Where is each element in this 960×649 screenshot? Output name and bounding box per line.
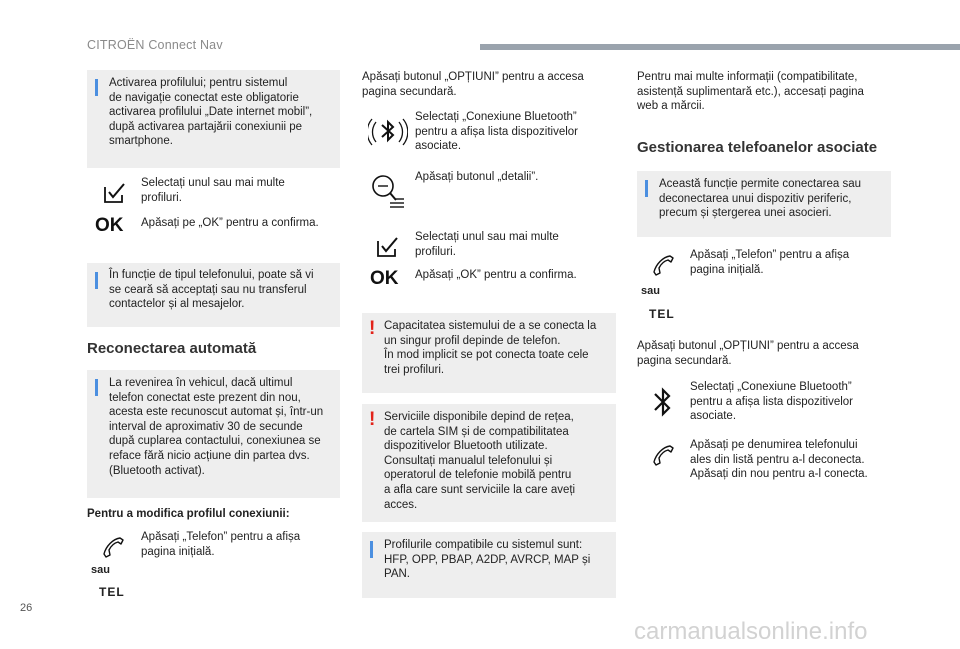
bluetooth-search-icon	[368, 112, 408, 152]
info-marker	[95, 379, 98, 396]
row-text: Apăsați „Telefon” pentru a afișa pagina inițială.	[690, 249, 850, 276]
manual-header-title: CITROËN Connect Nav	[87, 38, 223, 52]
row-details	[362, 170, 616, 216]
row-text: Selectați „Conexiune Bluetooth” pentru a afișa lista dispozitivelor asociate.	[690, 381, 853, 423]
row-select-profiles	[87, 176, 340, 212]
warning-icon: !	[369, 409, 376, 430]
info-note-text: Această funcție permite conectarea sau deconectarea unui dispozitiv periferic, precum și ștergerea unei asocieri.	[659, 178, 862, 220]
info-note-text: În funcție de tipul telefonului, poate să vi se ceară să acceptați sau nu transferul contactelor și al mesajelor.	[109, 269, 314, 311]
row-text: Selectați unul sau mai multe profiluri.	[141, 177, 285, 204]
warning-note-text: Capacitatea sistemului de a se conecta la un singur profil depinde de telefon. În mod implicit se pot conecta toate cele trei profiluri.	[384, 320, 597, 376]
intro-text: Pentru mai multe informații (compatibilitate, asistență suplimentară etc.), accesați pagina web a mărcii.	[637, 71, 864, 113]
intro-text: Apăsați butonul „OPȚIUNI” pentru a accesa pagina secundară.	[362, 71, 584, 98]
intro-text-options: Apăsați butonul „OPȚIUNI” pentru a accesa pagina secundară.	[637, 340, 859, 367]
checkbox-check-icon	[374, 234, 400, 260]
row-text: Selectați unul sau mai multe profiluri.	[415, 231, 559, 258]
warning-note-text: Serviciile disponibile depind de rețea, de cartela SIM și de compatibilitatea dispozitivelor Bluetooth utilizate. Consultați manualul telefonului și operatorul de telefonie mobilă pentru a afla care sunt serviciile la care aveți acces.	[384, 411, 576, 511]
header-bar	[480, 44, 960, 50]
row-text: Apăsați butonul „detalii”.	[415, 171, 539, 183]
ok-icon: OK	[95, 215, 124, 236]
subheading: Pentru a modifica profilul conexiunii:	[87, 508, 290, 520]
or-label: sau	[641, 285, 660, 297]
info-marker	[95, 272, 98, 289]
phone-handset-icon	[101, 536, 125, 560]
phone-handset-icon	[651, 444, 675, 468]
info-note-compatible-profiles	[362, 532, 616, 598]
section-heading: Gestionarea telefoanelor asociate	[637, 139, 878, 156]
row-telephone	[637, 248, 891, 320]
row-bluetooth-connection	[637, 380, 891, 426]
section-heading: Reconectarea automată	[87, 340, 257, 357]
info-note-text: Activarea profilului; pentru sistemul de navigație conectat este obligatorie activarea profilului „Date internet mobil”, după activarea partajării conexiunii pe smartphone.	[109, 77, 313, 148]
row-text: Apăsați pe denumirea telefonului ales din listă pentru a-l deconecta. Apăsați din nou pentru a-l conecta.	[690, 439, 868, 481]
tel-label: TEL	[99, 585, 125, 599]
bluetooth-icon	[649, 382, 677, 422]
warning-icon: !	[369, 318, 376, 339]
row-text: Apăsați pe „OK” pentru a confirma.	[141, 217, 319, 229]
warning-note-profiles	[362, 313, 616, 393]
info-marker	[645, 180, 648, 197]
info-note-reconnect	[87, 370, 340, 498]
page-number: 26	[20, 602, 33, 614]
row-text: Apăsați „Telefon” pentru a afișa pagina inițială.	[141, 531, 301, 558]
row-text: Apăsați „OK” pentru a confirma.	[415, 269, 577, 281]
watermark: carmanualsonline.info	[634, 618, 868, 645]
warning-note-services	[362, 404, 616, 522]
row-select-phone-name	[637, 438, 891, 484]
info-note-contacts	[87, 263, 340, 327]
info-marker	[370, 541, 373, 558]
info-note-paired-phones	[637, 171, 891, 237]
info-note-text: La revenirea în vehicul, dacă ultimul telefon conectat este prezent din nou, acesta este recunoscut automat și, într-un interval de aproximativ 30 de secunde după cuplarea contactului, conexiunea se reface fără nicio acțiune din partea dvs. (Bluetooth activat).	[109, 377, 324, 477]
row-text: Selectați „Conexiune Bluetooth” pentru a afișa lista dispozitivelor asociate.	[415, 111, 578, 153]
row-select-profiles	[362, 230, 616, 266]
row-confirm-ok	[362, 268, 616, 292]
row-bluetooth-connection	[362, 110, 616, 156]
info-note-mobile-data	[87, 70, 340, 168]
info-note-text: Profilurile compatibile cu sistemul sunt: HFP, OPP, PBAP, A2DP, AVRCP, MAP și PAN.	[384, 539, 591, 581]
row-telephone	[87, 530, 340, 600]
or-label: sau	[91, 564, 110, 576]
phone-handset-icon	[651, 254, 675, 278]
row-confirm-ok	[87, 216, 340, 240]
checkbox-check-icon	[101, 180, 127, 206]
tel-label: TEL	[649, 307, 675, 321]
details-search-icon	[368, 172, 408, 212]
ok-icon: OK	[370, 268, 399, 289]
info-marker	[95, 79, 98, 96]
